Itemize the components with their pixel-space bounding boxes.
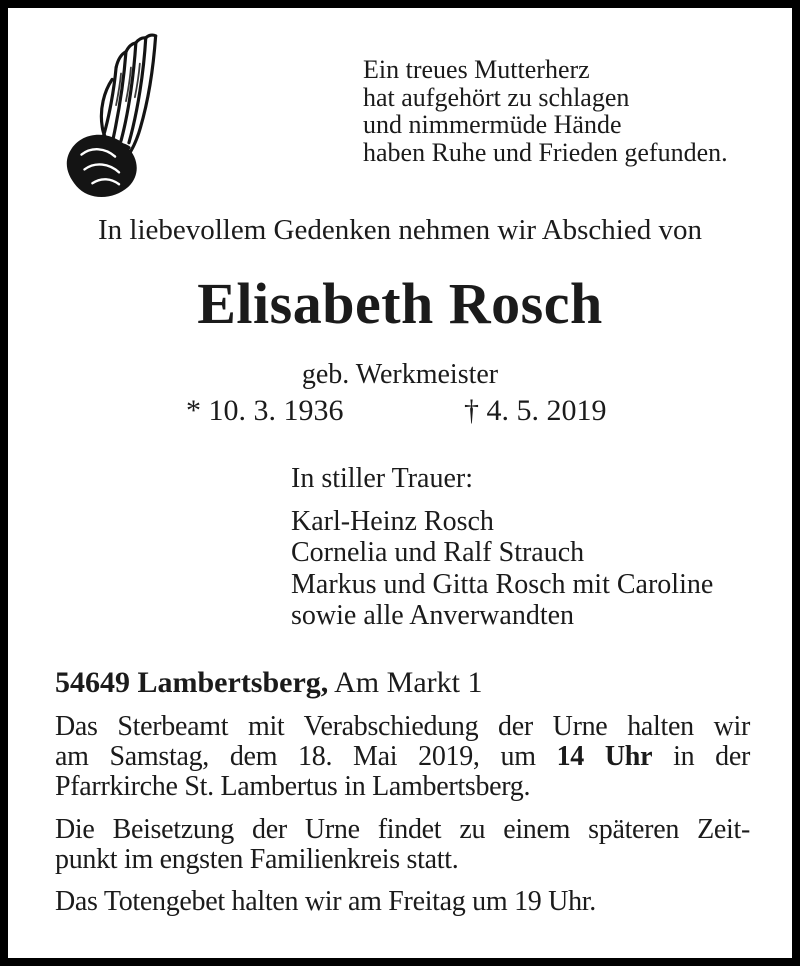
- paragraph-line: Pfarrkirche St. Lambertus in Lambertsberg.: [55, 771, 531, 802]
- mourner-name: sowie alle Anverwandten: [291, 600, 575, 631]
- mourner-name: Markus und Gitta Rosch mit Caroline: [291, 568, 714, 600]
- life-dates: [8, 394, 792, 430]
- paragraph-line: Das Sterbeamt mit Verabschiedung der Urne halten wir: [55, 711, 750, 742]
- address-line: [55, 666, 482, 700]
- burial-paragraph: [55, 815, 750, 875]
- paragraph-line: Das Totengebet halten wir am Freitag um 19 Uhr.: [55, 886, 596, 917]
- verse-line: und nimmermüde Hände: [363, 110, 622, 139]
- mourner-name: Cornelia und Ralf Strauch: [291, 537, 585, 568]
- address-street: Am Markt 1: [328, 666, 483, 699]
- praying-hands-icon: [58, 28, 190, 206]
- maiden-name: geb. Werkmeister: [301, 359, 499, 390]
- mourners-heading: In stiller Trauer:: [291, 463, 473, 494]
- address-city: 54649 Lambertsberg,: [55, 666, 329, 699]
- mourners-block: [291, 463, 713, 632]
- memorial-verse: [363, 56, 728, 166]
- verse-line: hat aufgehört zu schlagen: [363, 82, 630, 112]
- verse-line: Ein treues Mutterherz: [363, 55, 590, 84]
- intro-line: In liebevollem Gedenken nehmen wir Abschied von: [97, 214, 702, 246]
- paragraph-line: punkt im engsten Familienkreis statt.: [55, 844, 459, 875]
- death-date: † 4. 5. 2019: [464, 394, 607, 427]
- service-time: 14 Uhr: [556, 741, 653, 772]
- paragraph-line: am Samstag, dem 18. Mai 2019, um 14 Uhr in der: [55, 741, 751, 772]
- service-paragraph: [55, 712, 750, 802]
- deceased-name: Elisabeth Rosch: [197, 271, 603, 336]
- prayer-paragraph: [55, 887, 750, 917]
- paragraph-line: Die Beisetzung der Urne findet zu einem späteren Zeit-: [55, 814, 750, 845]
- birth-date: * 10. 3. 1936: [186, 394, 344, 427]
- mourner-name: Karl-Heinz Rosch: [291, 505, 494, 537]
- verse-line: haben Ruhe und Frieden gefunden.: [363, 137, 728, 167]
